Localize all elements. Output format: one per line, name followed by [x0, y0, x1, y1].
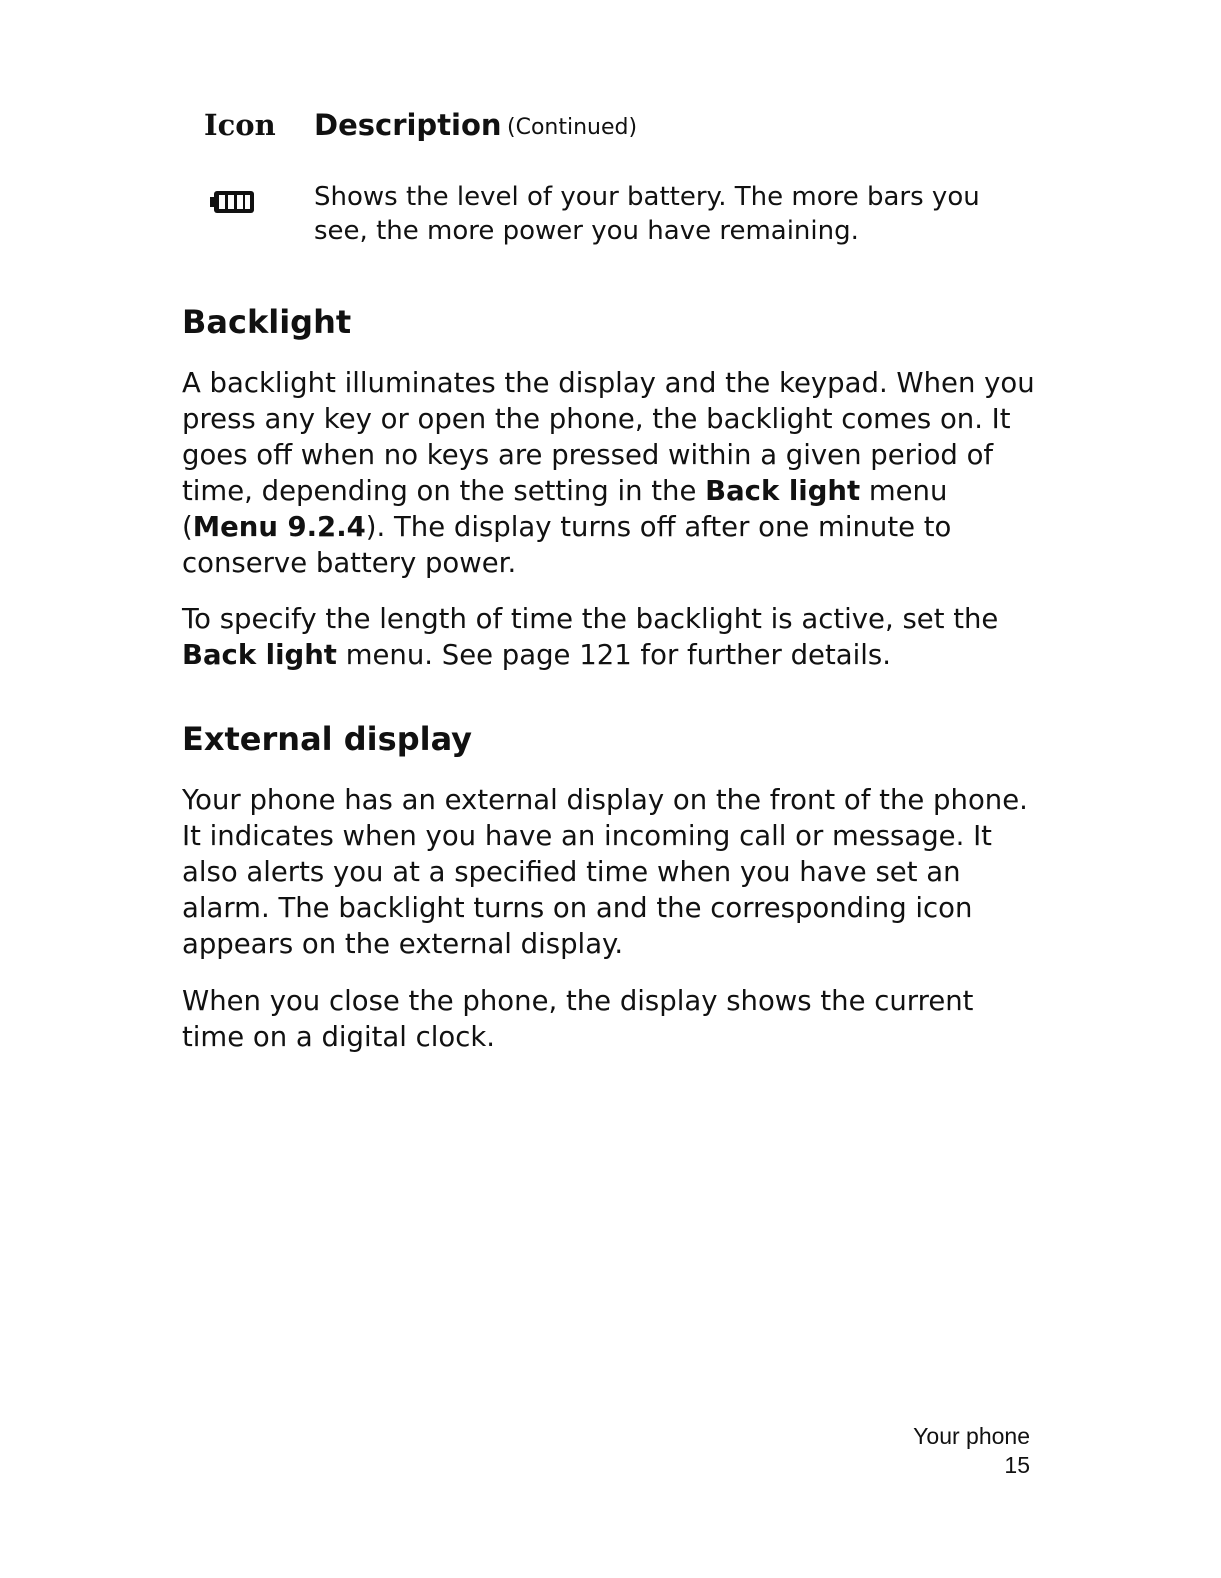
battery-description: Shows the level of your battery. The more bars you see, the more power you have remaining.: [314, 182, 980, 246]
menu-name-back-light: Back light: [705, 475, 861, 507]
text: To specify the length of time the backlight is active, set the: [182, 603, 999, 635]
menu-number: Menu 9.2.4: [192, 511, 366, 543]
text: A backlight illuminates the display and the keypad. When you press any key or open the phone, the backlight comes on. It goes off when no keys are pressed within a given period of time, depending on the setting in the: [182, 367, 1035, 507]
footer-section-title: Your phone: [913, 1423, 1030, 1449]
backlight-paragraph-2: [182, 601, 1042, 673]
menu-name-back-light: Back light: [182, 639, 337, 671]
table-header-continued: (Continued): [507, 115, 638, 140]
battery-icon: [210, 190, 255, 214]
page-number: 15: [1004, 1452, 1030, 1478]
backlight-paragraph-1: [182, 365, 1042, 581]
section-heading-backlight: Backlight: [182, 303, 352, 341]
external-display-paragraph-1: Your phone has an external display on the front of the phone. It indicates when you have an incoming call or message. It also alerts you at a specified time when you have set an alarm. The backlight turns on and the corresponding icon appears on the external display.: [182, 784, 1028, 960]
text: ). The display turns off after one minute to conserve battery power.: [182, 511, 952, 579]
text: menu (: [182, 475, 948, 543]
table-header-description: Description: [314, 108, 502, 142]
external-display-paragraph-2: When you close the phone, the display shows the current time on a digital clock.: [182, 985, 974, 1053]
section-heading-external-display: External display: [182, 720, 473, 758]
table-header-icon: Icon: [204, 108, 276, 142]
text: menu. See page 121 for further details.: [336, 639, 891, 671]
